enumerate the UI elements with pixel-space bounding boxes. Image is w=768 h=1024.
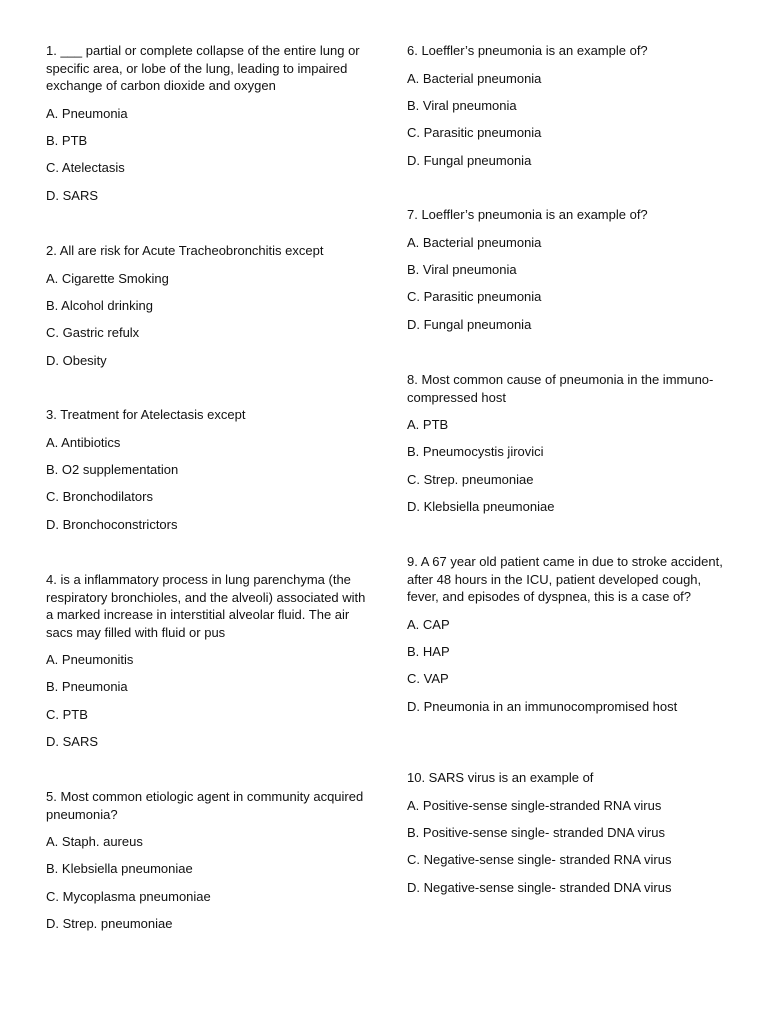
option-a: A. Antibiotics: [46, 434, 121, 450]
question-stem: 9. A 67 year old patient came in due to stroke accident, after 48 hours in the ICU, patient developed cough, fever, and episodes of dyspnea, this is a case of?: [407, 554, 723, 604]
option-c: C. Negative-sense single- stranded RNA virus: [407, 852, 672, 868]
option-b: B. Pneumonia: [46, 679, 128, 695]
answer-options: [407, 797, 727, 896]
option-b: B. Pneumocystis jirovici: [407, 444, 544, 460]
option-c: C. Gastric refulx: [46, 325, 140, 341]
answer-options: [407, 234, 727, 333]
option-b: B. Klebsiella pneumoniae: [46, 861, 193, 877]
option-b: B. HAP: [407, 643, 450, 659]
question-stem: 3. Treatment for Atelectasis except: [46, 407, 246, 422]
option-c: C. Bronchodilators: [46, 489, 153, 505]
question-1: [46, 42, 366, 204]
option-b: B. Viral pneumonia: [407, 261, 517, 277]
option-c: C. Parasitic pneumonia: [407, 125, 542, 141]
option-c: C. Strep. pneumoniae: [407, 471, 534, 487]
option-b: B. Viral pneumonia: [407, 97, 517, 113]
option-c: C. Parasitic pneumonia: [407, 289, 542, 305]
question-stem: 5. Most common etiologic agent in community acquired pneumonia?: [46, 789, 364, 822]
answer-options: [46, 270, 366, 369]
answer-options: [46, 105, 366, 204]
question-2: [46, 242, 366, 369]
option-d: D. Klebsiella pneumoniae: [407, 499, 555, 515]
question-3: [46, 406, 366, 533]
option-a: A. Cigarette Smoking: [46, 270, 169, 286]
question-7: [407, 206, 727, 333]
option-d: D. SARS: [46, 187, 99, 203]
option-c: C. Atelectasis: [46, 160, 125, 176]
question-stem: 7. Loeffler’s pneumonia is an example of?: [407, 207, 648, 222]
option-a: A. CAP: [407, 616, 450, 632]
answer-options: [407, 616, 727, 715]
option-d: D. Strep. pneumoniae: [46, 916, 173, 932]
option-d: D. Negative-sense single- stranded DNA virus: [407, 879, 672, 895]
option-a: A. Bacterial pneumonia: [407, 70, 542, 86]
option-b: B. Alcohol drinking: [46, 297, 153, 313]
answer-options: [46, 651, 366, 750]
option-d: D. Bronchoconstrictors: [46, 516, 178, 532]
option-b: B. Positive-sense single- stranded DNA virus: [407, 824, 665, 840]
option-a: A. Positive-sense single-stranded RNA virus: [407, 797, 662, 813]
option-a: A. Pneumonia: [46, 105, 128, 121]
option-b: B. PTB: [46, 132, 88, 148]
answer-options: [46, 833, 366, 932]
question-5: [46, 788, 366, 932]
question-8: [407, 371, 727, 515]
question-stem: 1. ___ partial or complete collapse of the entire lung or specific area, or lobe of the lung, leading to impaired exchange of carbon dioxide and oxygen: [46, 43, 360, 93]
question-6: [407, 42, 727, 169]
option-a: A. PTB: [407, 417, 449, 432]
option-d: D. Pneumonia in an immunocompromised host: [407, 698, 678, 714]
question-stem: 6. Loeffler’s pneumonia is an example of?: [407, 43, 648, 58]
question-stem: 8. Most common cause of pneumonia in the immuno-compressed host: [407, 372, 714, 405]
option-c: C. PTB: [46, 706, 88, 722]
question-10: [407, 769, 727, 896]
option-d: D. Obesity: [46, 352, 107, 368]
answer-options: [407, 416, 727, 515]
option-c: C. VAP: [407, 671, 449, 687]
answer-options: [407, 70, 727, 169]
option-c: C. Mycoplasma pneumoniae: [46, 888, 211, 904]
option-a: A. Pneumonitis: [46, 652, 134, 667]
question-stem: 2. All are risk for Acute Tracheobronchitis except: [46, 243, 324, 258]
option-d: D. Fungal pneumonia: [407, 152, 532, 168]
option-d: D. Fungal pneumonia: [407, 316, 532, 332]
question-stem: 4. is a inflammatory process in lung parenchyma (the respiratory bronchioles, and the alveoli) associated with a marked increase in interstitial alveolar fluid. The air sacs may filled with fluid or pus: [46, 572, 366, 640]
option-d: D. SARS: [46, 734, 99, 750]
option-a: A. Staph. aureus: [46, 834, 143, 849]
option-b: B. O2 supplementation: [46, 461, 179, 477]
option-a: A. Bacterial pneumonia: [407, 234, 542, 250]
question-9: [407, 553, 727, 715]
question-4: [46, 571, 366, 750]
answer-options: [46, 434, 366, 533]
question-stem: 10. SARS virus is an example of: [407, 770, 594, 785]
